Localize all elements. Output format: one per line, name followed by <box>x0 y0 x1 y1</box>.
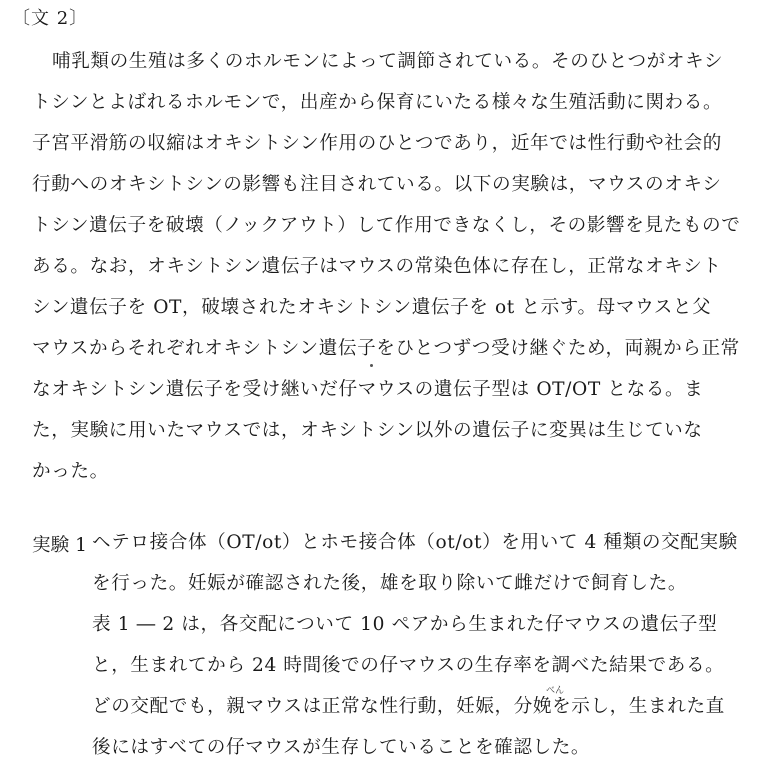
intro-line: トシンとよばれるホルモンで，出産から保育にいたる様々な生殖活動に関わる。 <box>32 92 723 113</box>
ruby-annotation: べん <box>546 686 565 696</box>
ruby-dot-mark <box>370 364 373 367</box>
intro-line: た，実験に用いたマウスでは，オキシトシン以外の遺伝子に変異は生じていな <box>32 420 703 441</box>
intro-line: トシン遺伝子を破壊（ノックアウト）して作用できなくし，その影響を見たもので <box>32 215 741 236</box>
intro-line: 行動へのオキシトシンの影響も注目されている。以下の実験は，マウスのオキシ <box>32 174 722 195</box>
experiment-line: と，生まれてから 24 時間後での仔マウスの生存率を調べた結果である。 <box>92 655 725 676</box>
intro-line: シン遺伝子を OT，破壊されたオキシトシン遺伝子を ot と示す。母マウスと父 <box>32 297 712 318</box>
experiment-line: 表 1 ― 2 は，各交配について 10 ペアから生まれた仔マウスの遺伝子型 <box>92 614 718 635</box>
intro-line: かった。 <box>32 461 109 482</box>
experiment-line: を行った。妊娠が確認された後，雄を取り除いて雌だけで飼育した。 <box>92 573 688 594</box>
experiment-line: 後にはすべての仔マウスが生存していることを確認した。 <box>92 737 591 758</box>
intro-line: なオキシトシン遺伝子を受け継いだ仔マウスの遺伝子型は OT/OT となる。ま <box>32 379 704 400</box>
experiment-heading: 実験 1 <box>32 535 87 556</box>
experiment-line: ヘテロ接合体（OT/ot）とホモ接合体（ot/ot）を用いて 4 種類の交配実験 <box>92 532 738 553</box>
intro-line: マウスからそれぞれオキシトシン遺伝子をひとつずつ受け継ぐため，両親から正常 <box>32 338 740 359</box>
experiment-line: どの交配でも，親マウスは正常な性行動，妊娠，分娩を示し，生まれた直 <box>92 696 725 717</box>
section-label: 〔文 2〕 <box>12 8 89 29</box>
intro-line: 子宮平滑筋の収縮はオキシトシン作用のひとつであり，近年では性行動や社会的 <box>32 133 722 154</box>
intro-line: ある。なお，オキシトシン遺伝子はマウスの常染色体に存在し，正常なオキシト <box>32 256 722 277</box>
intro-line: 哺乳類の生殖は多くのホルモンによって調節されている。そのひとつがオキシ <box>52 51 724 72</box>
